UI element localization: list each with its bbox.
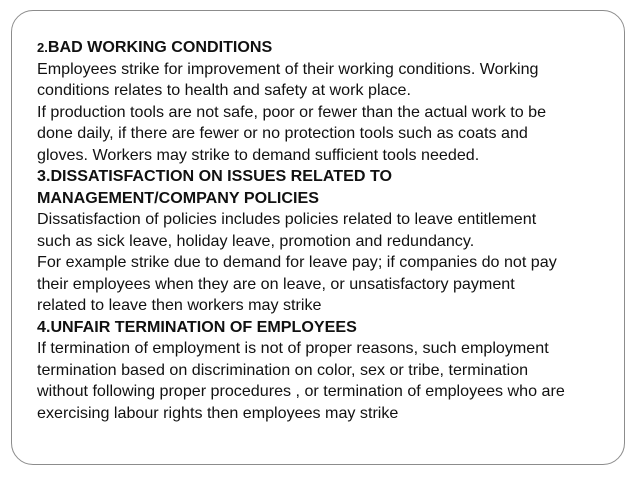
body-line: termination based on discrimination on color, sex or tribe, termination (37, 360, 529, 379)
body-line: gloves. Workers may strike to demand sufficient tools needed. (37, 145, 480, 164)
section-heading (37, 37, 627, 59)
slide-content (37, 37, 627, 424)
section-number: 2. (37, 40, 48, 55)
body-line: Employees strike for improvement of their working conditions. Working (37, 59, 539, 78)
body-line: done daily, if there are fewer or no protection tools such as coats and (37, 124, 528, 142)
body-line: conditions relates to health and safety at work place. (37, 81, 411, 99)
section-title: BAD WORKING CONDITIONS (47, 38, 273, 56)
section-heading (37, 166, 627, 188)
body-line: For example strike due to demand for leave pay; if companies do not pay (37, 253, 557, 271)
section-bad-working-conditions (37, 37, 627, 166)
body-line: Dissatisfaction of policies includes policies related to leave entitlement (37, 210, 537, 228)
body-line: without following proper procedures , or termination of employees who are (37, 382, 565, 400)
section-title-continued: MANAGEMENT/COMPANY POLICIES (37, 188, 319, 207)
section-heading (37, 317, 627, 339)
body-line: related to leave then workers may strike (37, 296, 322, 314)
section-number: 4. (37, 317, 51, 336)
body-line: their employees when they are on leave, or unsatisfactory payment (37, 274, 515, 293)
body-line: such as sick leave, holiday leave, promotion and redundancy. (37, 231, 475, 250)
section-dissatisfaction-policies (37, 166, 627, 317)
body-line: If termination of employment is not of proper reasons, such employment (37, 339, 549, 357)
body-line: exercising labour rights then employees may strike (37, 403, 399, 422)
section-number: 3. (37, 167, 51, 185)
section-unfair-termination (37, 317, 627, 425)
section-title: DISSATISFACTION ON ISSUES RELATED TO (50, 167, 393, 185)
body-line: If production tools are not safe, poor or fewer than the actual work to be (37, 102, 547, 121)
section-title: UNFAIR TERMINATION OF EMPLOYEES (50, 317, 357, 336)
